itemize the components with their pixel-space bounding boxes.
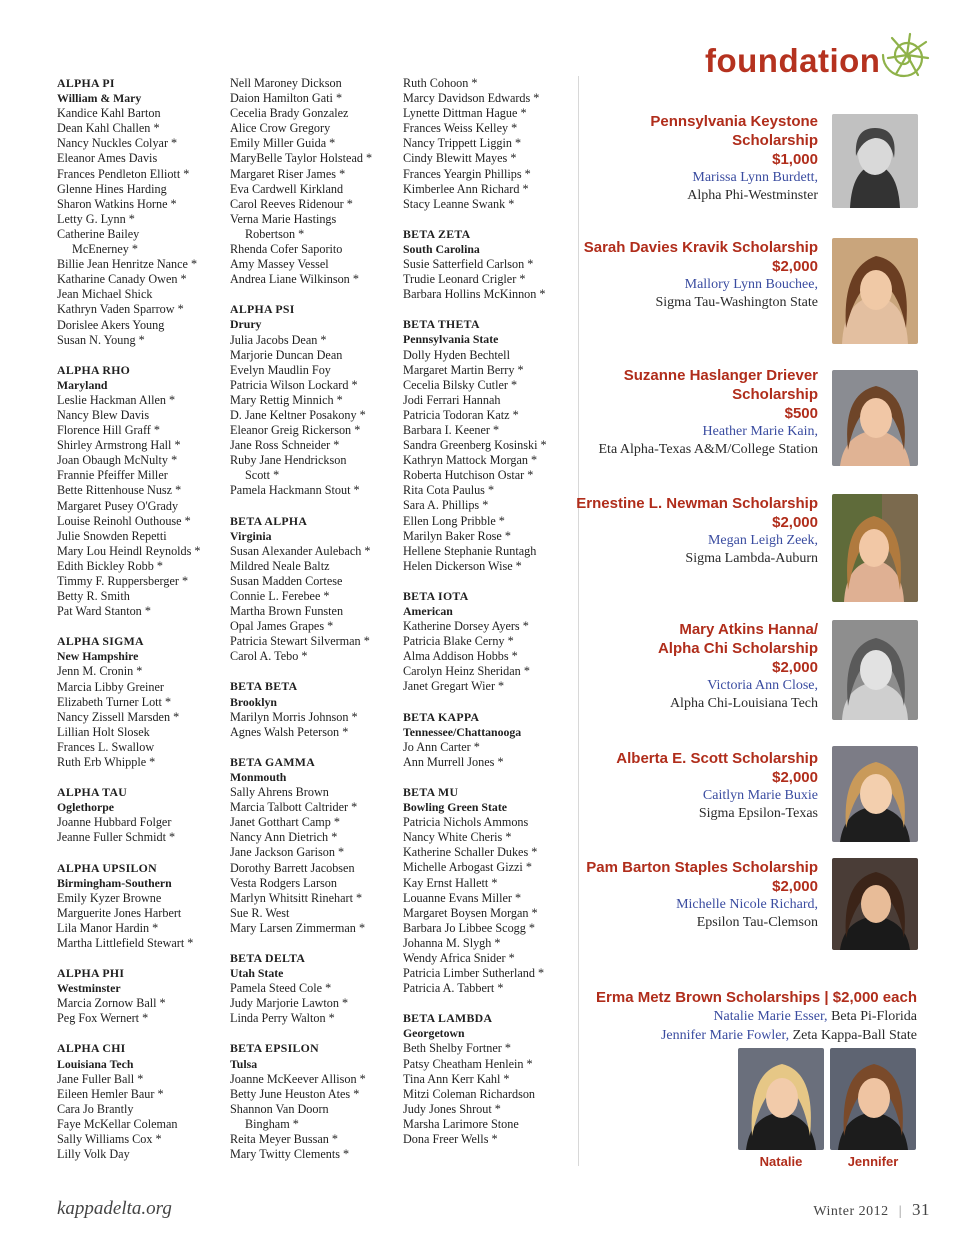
donor-name: Florence Hill Graff *	[57, 423, 160, 438]
recipient-chapter: Zeta Kappa-Ball State	[789, 1028, 917, 1043]
donor-name: Mary Rettig Minnich *	[230, 392, 343, 407]
donor-name: Cecelia Brady Gonzalez	[230, 106, 349, 121]
scholarship-title: Scholarship	[732, 386, 818, 403]
chapter-section	[57, 861, 222, 952]
donor-name: Janet Gregart Wier *	[403, 679, 505, 694]
donor-name: Kimberlee Ann Richard *	[403, 181, 529, 196]
erma-title: Erma Metz Brown Scholarships | $2,000 each	[596, 989, 917, 1006]
donor-name: Billie Jean Henritze Nance *	[57, 257, 198, 272]
donor-name: Elizabeth Turner Lott *	[57, 694, 172, 709]
scholarship-title: Suzanne Haslanger Driever	[623, 367, 818, 384]
donor-name: Rhenda Cofer Saporito	[230, 242, 343, 257]
chapter-name: ALPHA SIGMA	[57, 634, 144, 649]
school-name: Birmingham-Southern	[57, 875, 172, 890]
chapter-name: ALPHA TAU	[57, 785, 128, 800]
donor-name: Patricia Wilson Lockard *	[230, 377, 358, 392]
donor-name: Kathryn Vaden Sparrow *	[57, 302, 184, 317]
donor-name: Betty R. Smith	[57, 589, 130, 604]
recipient-name: Megan Leigh Zeek,	[707, 533, 818, 548]
chapter-section	[57, 1041, 222, 1162]
chapter-section	[403, 317, 571, 574]
donor-name: Barbara Hollins McKinnon *	[403, 287, 546, 302]
chapter-section	[403, 1011, 571, 1147]
donor-name: Peg Fox Wernert *	[57, 1011, 149, 1026]
donor-name: Sally Ahrens Brown	[230, 785, 329, 800]
donor-name: D. Jane Keltner Posakony *	[230, 407, 366, 422]
donor-name: Martha Littlefield Stewart *	[57, 935, 194, 950]
donor-name: Sharon Watkins Horne *	[57, 196, 177, 211]
donor-name: Linda Perry Walton *	[230, 1011, 335, 1026]
donor-name: Louanne Evans Miller *	[403, 890, 522, 905]
chapter-name: ALPHA PHI	[57, 966, 125, 981]
chapter-section	[230, 76, 395, 287]
donor-name: Mary Lou Heindl Reynolds *	[57, 543, 201, 558]
donor-name: Sara A. Phillips *	[403, 498, 489, 513]
school-name: Tennessee/Chattanooga	[403, 724, 522, 739]
donor-name: Hellene Stephanie Runtagh	[403, 543, 537, 558]
school-name: Utah State	[230, 966, 284, 981]
chapter-name: BETA BETA	[230, 679, 298, 694]
chapter-section	[57, 363, 222, 620]
scholarship-block	[586, 858, 818, 932]
scholarship-title: Ernestine L. Newman Scholarship	[576, 495, 818, 512]
scholarship-amount: $2,000	[772, 878, 818, 895]
donor-name: Margaret Pusey O'Grady	[57, 498, 179, 513]
donor-name: Edith Bickley Robb *	[57, 558, 163, 573]
recipient-name: Natalie Marie Esser,	[713, 1009, 828, 1024]
donor-name: Faye McKellar Coleman	[57, 1116, 178, 1131]
chapter-section	[230, 302, 395, 498]
chapter-section	[57, 76, 222, 348]
school-name: Monmouth	[230, 769, 287, 784]
donor-name: Betty June Heuston Ates *	[230, 1086, 360, 1101]
donor-name: Ruby Jane Hendrickson	[230, 453, 347, 468]
chapter-name: BETA THETA	[403, 317, 480, 332]
nautilus-shell-icon	[880, 28, 934, 82]
donor-name: Jane Fuller Ball *	[57, 1071, 144, 1086]
donor-name: Shirley Armstrong Hall *	[57, 438, 181, 453]
donor-name: Kay Ernst Hallett *	[403, 875, 498, 890]
photo-michelle-richard	[832, 858, 918, 950]
donor-name: Sue R. West	[230, 905, 290, 920]
scholarship-block	[616, 749, 818, 823]
recipient-name: Mallory Lynn Bouchee,	[684, 277, 818, 292]
recipient-name: Michelle Nicole Richard,	[676, 897, 818, 912]
donor-name: Patricia Blake Cerny *	[403, 634, 514, 649]
scholarship-amount: $2,000	[772, 514, 818, 531]
scholarship-amount: $2,000	[772, 659, 818, 676]
recipient-name: Caitlyn Marie Buxie	[702, 788, 818, 803]
photo-jennifer-fowler	[830, 1048, 916, 1150]
donor-name: Nancy Nuckles Colyar *	[57, 136, 178, 151]
recipient-name: Jennifer Marie Fowler,	[660, 1028, 790, 1043]
donor-name: Nancy White Cheris *	[403, 830, 512, 845]
chapter-section	[403, 710, 571, 770]
scholarship-block	[576, 494, 818, 568]
donor-name: Marlyn Whitsitt Rinehart *	[230, 890, 363, 905]
donor-name: Julia Jacobs Dean *	[230, 332, 327, 347]
donor-name: Beth Shelby Fortner *	[403, 1041, 511, 1056]
donor-name: Marjorie Duncan Dean	[230, 347, 343, 362]
issue-label: Winter 2012	[813, 1204, 889, 1219]
scholarship-title: Alberta E. Scott Scholarship	[616, 750, 818, 767]
donor-name: Susan Alexander Aulebach *	[230, 543, 371, 558]
photo-caitlyn-buxie	[832, 746, 918, 842]
donor-name: Mildred Neale Baltz	[230, 558, 330, 573]
donor-name: Nancy Ann Dietrich *	[230, 830, 338, 845]
donor-name: Connie L. Ferebee *	[230, 589, 330, 603]
donor-name: Leslie Hackman Allen *	[57, 392, 176, 407]
recipient-name: Victoria Ann Close,	[707, 678, 818, 693]
donor-name: Ellen Long Pribble *	[403, 513, 505, 528]
donor-name: Jodi Ferrari Hannah	[403, 392, 501, 407]
donor-name: Joan Obaugh McNulty *	[57, 453, 178, 468]
donor-name: Margaret Riser James *	[230, 166, 346, 181]
donor-name: Alma Addison Hobbs *	[403, 649, 518, 664]
chapter-section	[403, 76, 571, 212]
donor-name: Opal James Grapes *	[230, 619, 334, 634]
chapter-section	[230, 1041, 395, 1162]
chapter-name: ALPHA CHI	[57, 1041, 126, 1056]
donor-name: Agnes Walsh Peterson *	[230, 724, 349, 739]
donor-name: Marcia Libby Greiner	[57, 679, 164, 694]
recipient-chapter: Eta Alpha-Texas A&M/College Station	[598, 442, 818, 457]
footer-divider: |	[898, 1204, 902, 1219]
donor-name: Wendy Africa Snider *	[403, 950, 515, 965]
donor-name: Jean Michael Shick	[57, 287, 153, 302]
chapter-name: BETA KAPPA	[403, 709, 480, 724]
donor-name: Catherine Bailey	[57, 226, 140, 241]
recipient-name: Marissa Lynn Burdett,	[692, 170, 818, 185]
donor-name: Lila Manor Hardin *	[57, 920, 159, 935]
chapter-section	[230, 951, 395, 1026]
donor-name: Marilyn Baker Rose *	[403, 528, 511, 543]
recipient-name: Heather Marie Kain,	[702, 424, 818, 439]
donor-name: Kandice Kahl Barton	[57, 106, 161, 121]
donor-name: Barbara Jo Libbee Scogg *	[403, 920, 535, 935]
donor-name: Dorislee Akers Young	[57, 317, 165, 332]
donor-name: Alice Crow Gregory	[230, 121, 331, 136]
photo-heather-kain	[832, 370, 918, 466]
recipient-chapter: Epsilon Tau-Clemson	[696, 915, 818, 930]
chapter-name: ALPHA UPSILON	[57, 860, 157, 875]
donor-name: Patricia Limber Sutherland *	[403, 966, 545, 981]
donor-name: Bingham *	[245, 1116, 299, 1131]
donor-name: Dorothy Barrett Jacobsen	[230, 860, 355, 875]
donor-name: Eleanor Ames Davis	[57, 151, 158, 166]
chapter-section	[57, 785, 222, 845]
donor-name: Joanne Hubbard Folger	[57, 815, 172, 830]
donor-name: Jenn M. Cronin *	[57, 664, 143, 679]
scholarship-amount: $2,000	[772, 769, 818, 786]
chapter-name: BETA IOTA	[403, 588, 469, 603]
chapter-name: ALPHA PSI	[230, 302, 295, 317]
donor-name: Vesta Rodgers Larson	[230, 875, 337, 890]
chapter-name: BETA DELTA	[230, 950, 306, 965]
donor-name: McEnerney *	[72, 242, 138, 257]
chapter-section	[403, 227, 571, 302]
donor-name: Patsy Cheatham Henlein *	[403, 1056, 533, 1071]
donor-name: Patricia Nichols Ammons	[403, 815, 529, 830]
scholarship-block	[599, 366, 819, 459]
column-divider	[578, 76, 579, 1166]
recipient-chapter: Alpha Chi-Louisiana Tech	[669, 696, 818, 711]
donor-name: Cecelia Bilsky Cutler *	[403, 377, 518, 392]
donor-column-1	[57, 76, 222, 1177]
donor-name: Cara Jo Brantly	[57, 1101, 134, 1116]
donor-name: Janet Gotthart Camp *	[230, 815, 341, 830]
donor-name: Trudie Leonard Crigler *	[403, 272, 526, 287]
recipient-chapter: Sigma Tau-Washington State	[655, 295, 818, 310]
donor-name: Dona Freer Wells *	[403, 1132, 498, 1146]
donor-name: Pamela Hackmann Stout *	[230, 483, 360, 498]
chapter-name: ALPHA RHO	[57, 362, 131, 377]
donor-name: Marsha Larimore Stone	[403, 1116, 519, 1131]
photo-marissa-burdett	[832, 114, 918, 208]
chapter-name: BETA ZETA	[403, 226, 471, 241]
scholarship-block	[584, 238, 818, 312]
page-number: 31	[912, 1200, 930, 1219]
donor-name: Jane Ross Schneider *	[230, 438, 340, 453]
scholarship-title: Mary Atkins Hanna/	[679, 621, 818, 638]
scholarship-title: Scholarship	[732, 132, 818, 149]
donor-name: Marcy Davidson Edwards *	[403, 91, 540, 106]
donor-name: Emily Miller Guida *	[230, 136, 336, 151]
chapter-name: ALPHA PI	[57, 76, 115, 90]
donor-name: Eleanor Greig Rickerson *	[230, 423, 361, 438]
chapter-section	[403, 589, 571, 695]
scholarship-title: Pennsylvania Keystone	[650, 113, 818, 130]
scholarship-block	[658, 620, 818, 713]
donor-name: Emily Kyzer Browne	[57, 890, 162, 905]
donor-name: Marcia Zornow Ball *	[57, 996, 166, 1011]
donor-name: Dolly Hyden Bechtell	[403, 347, 510, 362]
foundation-logo-text: foundation	[705, 42, 881, 79]
donor-name: Helen Dickerson Wise *	[403, 558, 522, 573]
donor-name: Kathryn Mattock Morgan *	[403, 453, 538, 468]
photo-caption-natalie: Natalie	[759, 1154, 803, 1169]
donor-name: Susan Madden Cortese	[230, 573, 343, 588]
donor-name: Katherine Dorsey Ayers *	[403, 619, 529, 634]
school-name: South Carolina	[403, 241, 480, 256]
donor-column-2	[230, 76, 395, 1177]
chapter-name: BETA ALPHA	[230, 513, 308, 528]
donor-name: Jeanne Fuller Schmidt *	[57, 830, 176, 845]
recipient-chapter: Sigma Epsilon-Texas	[698, 806, 818, 821]
recipient-chapter: Beta Pi-Florida	[827, 1009, 917, 1024]
school-name: Virginia	[230, 528, 272, 543]
photo-mallory-bouchee	[832, 238, 918, 344]
scholarship-title: Sarah Davies Kravik Scholarship	[583, 239, 818, 256]
donor-name: Robertson *	[245, 226, 305, 241]
donor-name: Marcia Talbott Caltrider *	[230, 800, 358, 815]
donor-name: Frances Yeargin Phillips *	[403, 166, 531, 181]
photo-natalie-esser	[738, 1048, 824, 1150]
school-name: Tulsa	[230, 1056, 258, 1071]
recipient-chapter: Sigma Lambda-Auburn	[685, 551, 818, 566]
donor-name: Rita Cota Paulus *	[403, 483, 495, 498]
donor-name: Verna Marie Hastings	[230, 211, 337, 226]
photo-megan-zeek	[832, 494, 918, 602]
scholarship-block	[650, 112, 818, 205]
photo-caption-jennifer: Jennifer	[847, 1154, 899, 1169]
donor-name: Michelle Arbogast Gizzi *	[403, 860, 532, 875]
donor-name: Frances L. Swallow	[57, 739, 155, 754]
donor-name: Patricia Todoran Katz *	[403, 407, 519, 422]
donor-name: Ruth Erb Whipple *	[57, 755, 156, 770]
donor-name: Carolyn Heinz Sheridan *	[403, 664, 530, 679]
donor-name: Margaret Boysen Morgan *	[403, 905, 538, 920]
donor-name: Katharine Canady Owen *	[57, 272, 187, 287]
chapter-section	[230, 679, 395, 739]
donor-name: Margaret Martin Berry *	[403, 362, 524, 377]
donor-name: Judy Marjorie Lawton *	[230, 996, 349, 1011]
donor-name: Mary Twitty Clements *	[230, 1147, 350, 1162]
donor-name: Letty G. Lynn *	[57, 211, 135, 226]
donor-name: Nancy Blew Davis	[57, 407, 150, 422]
donor-name: Shannon Van Doorn	[230, 1101, 329, 1116]
donor-name: Martha Brown Funsten	[230, 604, 344, 619]
chapter-section	[57, 634, 222, 770]
donor-name: Lilly Volk Day	[57, 1147, 130, 1162]
donor-name: Susan N. Young *	[57, 332, 145, 347]
chapter-section	[403, 785, 571, 996]
donor-name: Ruth Cohoon *	[403, 76, 478, 90]
donor-name: Lynette Dittman Hague *	[403, 106, 527, 121]
donor-name: Marguerite Jones Harbert	[57, 905, 182, 920]
chapter-name: BETA GAMMA	[230, 754, 316, 769]
school-name: Pennsylvania State	[403, 332, 499, 347]
donor-name: Bette Rittenhouse Nusz *	[57, 483, 182, 498]
school-name: Bowling Green State	[403, 800, 507, 815]
donor-name: Timmy F. Ruppersberger *	[57, 574, 189, 588]
donor-name: Barbara I. Keener *	[403, 422, 500, 437]
donor-name: Tina Ann Kerr Kahl *	[403, 1071, 510, 1086]
photo-victoria-close	[832, 620, 918, 720]
scholarship-amount: $500	[784, 405, 818, 422]
school-name: American	[403, 604, 453, 618]
donor-name: Sally Williams Cox *	[57, 1132, 162, 1146]
chapter-section	[230, 514, 395, 665]
donor-name: Cindy Blewitt Mayes *	[403, 151, 517, 166]
donor-name: Carol A. Tebo *	[230, 649, 308, 664]
school-name: William & Mary	[57, 91, 142, 106]
donor-name: Scott *	[245, 468, 280, 483]
chapter-section	[230, 755, 395, 936]
donor-name: Frances Weiss Kelley *	[403, 121, 518, 136]
donor-name: Pamela Steed Cole *	[230, 981, 332, 996]
donor-name: Stacy Leanne Swank *	[403, 196, 515, 211]
chapter-section	[57, 966, 222, 1026]
school-name: Oglethorpe	[57, 800, 115, 815]
donor-name: Patricia A. Tabbert *	[403, 981, 504, 996]
donor-name: Jane Jackson Garison *	[230, 845, 345, 860]
donor-name: Eileen Hemler Baur *	[57, 1086, 164, 1101]
school-name: New Hampshire	[57, 649, 139, 664]
erma-metz-brown-block	[596, 988, 917, 1045]
school-name: Georgetown	[403, 1026, 465, 1041]
donor-name: Susie Satterfield Carlson *	[403, 257, 534, 272]
donor-name: Reita Meyer Bussan *	[230, 1132, 338, 1146]
footer-website: kappadelta.org	[57, 1198, 172, 1219]
donor-name: Andrea Liane Wilkinson *	[230, 272, 359, 287]
donor-name: Mary Larsen Zimmerman *	[230, 920, 366, 935]
donor-name: Joanne McKeever Allison *	[230, 1071, 366, 1086]
footer-issue	[813, 1200, 930, 1220]
donor-name: Lillian Holt Slosek	[57, 724, 150, 739]
donor-name: Sandra Greenberg Kosinski *	[403, 438, 547, 453]
donor-name: Nell Maroney Dickson	[230, 76, 342, 90]
donor-name: Judy Jones Shrout *	[403, 1101, 501, 1116]
school-name: Brooklyn	[230, 694, 277, 709]
donor-name: Evelyn Maudlin Foy	[230, 362, 331, 377]
donor-name: Roberta Hutchison Ostar *	[403, 468, 534, 483]
scholarship-title: Pam Barton Staples Scholarship	[586, 859, 818, 876]
donor-name: Patricia Stewart Silverman *	[230, 634, 370, 649]
donor-name: Mitzi Coleman Richardson	[403, 1086, 536, 1101]
donor-name: Dean Kahl Challen *	[57, 121, 160, 136]
donor-name: Amy Massey Vessel	[230, 257, 329, 272]
chapter-name: BETA LAMBDA	[403, 1011, 493, 1026]
school-name: Westminster	[57, 981, 121, 996]
school-name: Drury	[230, 317, 262, 332]
donor-name: Frances Pendleton Elliott *	[57, 166, 190, 181]
donor-name: Katherine Schaller Dukes *	[403, 845, 538, 860]
chapter-name: BETA EPSILON	[230, 1041, 319, 1056]
donor-name: Marilyn Morris Johnson *	[230, 709, 358, 724]
scholarship-amount: $1,000	[772, 151, 818, 168]
donor-name: Johanna M. Slygh *	[403, 935, 501, 950]
school-name: Maryland	[57, 377, 108, 392]
donor-name: Nancy Trippett Liggin *	[403, 136, 522, 151]
donor-column-3	[403, 76, 571, 1162]
donor-name: MaryBelle Taylor Holstead *	[230, 151, 373, 166]
school-name: Louisiana Tech	[57, 1056, 134, 1071]
recipient-chapter: Alpha Phi-Westminster	[687, 188, 818, 203]
donor-name: Eva Cardwell Kirkland	[230, 181, 344, 196]
donor-name: Ann Murrell Jones *	[403, 754, 504, 769]
donor-name: Frannie Pfeiffer Miller	[57, 468, 168, 483]
donor-name: Jo Ann Carter *	[403, 739, 480, 754]
scholarship-amount: $2,000	[772, 258, 818, 275]
chapter-name: BETA MU	[403, 784, 459, 799]
scholarship-title: Alpha Chi Scholarship	[657, 640, 818, 657]
donor-name: Julie Snowden Repetti	[57, 528, 167, 543]
donor-name: Daion Hamilton Gati *	[230, 91, 343, 106]
donor-name: Carol Reeves Ridenour *	[230, 196, 353, 211]
donor-name: Pat Ward Stanton *	[57, 604, 151, 619]
donor-name: Glenne Hines Harding	[57, 181, 167, 196]
donor-name: Nancy Zissell Marsden *	[57, 709, 180, 724]
donor-name: Louise Reinohl Outhouse *	[57, 513, 191, 528]
